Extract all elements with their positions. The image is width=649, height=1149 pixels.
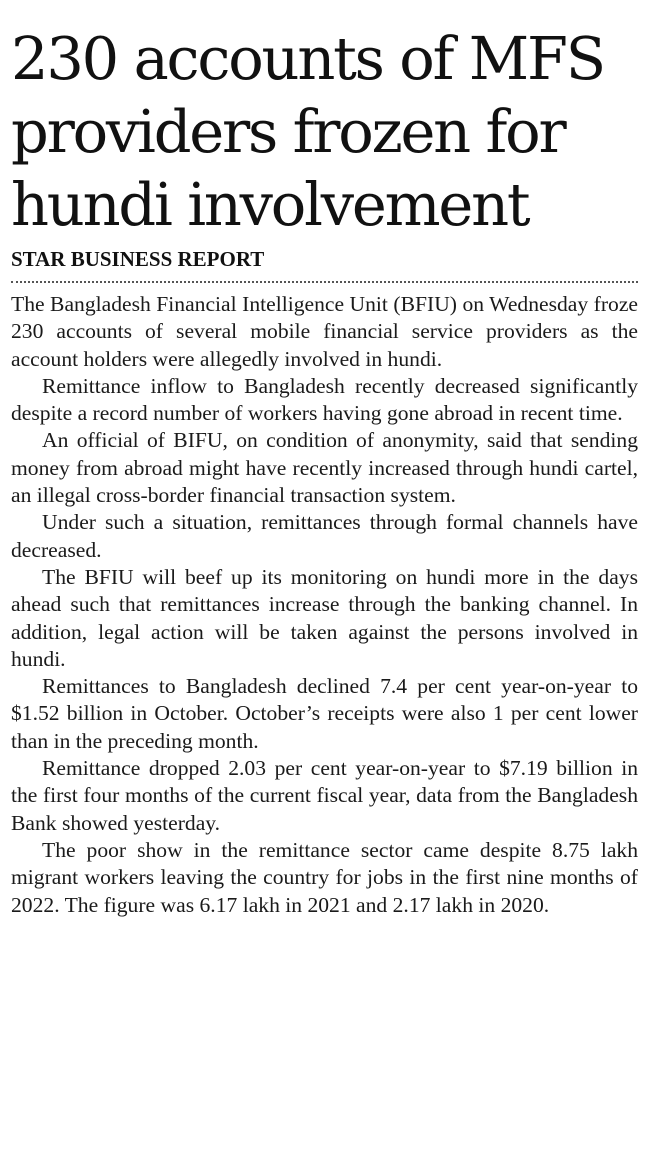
dotted-divider [11, 281, 638, 283]
paragraph: Remittances to Bangladesh declined 7.4 per cent year-on-year to $1.52 billion in October. October’s receipts were also 1 per cent lower than in the preceding month. [11, 674, 638, 753]
byline: STAR BUSINESS REPORT [11, 247, 265, 271]
paragraph: The BFIU will beef up its monitoring on hundi more in the days ahead such that remittances increase through the banking channel. In addition, legal action will be taken against the persons involved in hundi. [11, 564, 638, 671]
article-body [11, 291, 638, 919]
headline: 230 accounts of MFS providers frozen for hundi involvement [11, 24, 604, 239]
paragraph: Under such a situation, remittances through formal channels have decreased. [11, 510, 638, 562]
paragraph: The Bangladesh Financial Intelligence Unit (BFIU) on Wednesday froze 230 accounts of several mobile financial service providers as the account holders were allegedly involved in hundi. [11, 292, 638, 371]
paragraph: An official of BIFU, on condition of anonymity, said that sending money from abroad might have recently increased through hundi cartel, an illegal cross-border financial transaction system. [11, 428, 638, 508]
paragraph: Remittance dropped 2.03 per cent year-on-year to $7.19 billion in the first four months of the current fiscal year, data from the Bangladesh Bank showed yesterday. [11, 756, 638, 835]
paragraph: Remittance inflow to Bangladesh recently decreased significantly despite a record number of workers having gone abroad in recent time. [11, 373, 638, 426]
paragraph: The poor show in the remittance sector came despite 8.75 lakh migrant workers leaving the country for jobs in the first nine months of 2022. The figure was 6.17 lakh in 2021 and 2.17 lakh in 2020. [11, 837, 638, 917]
news-article [11, 22, 638, 919]
